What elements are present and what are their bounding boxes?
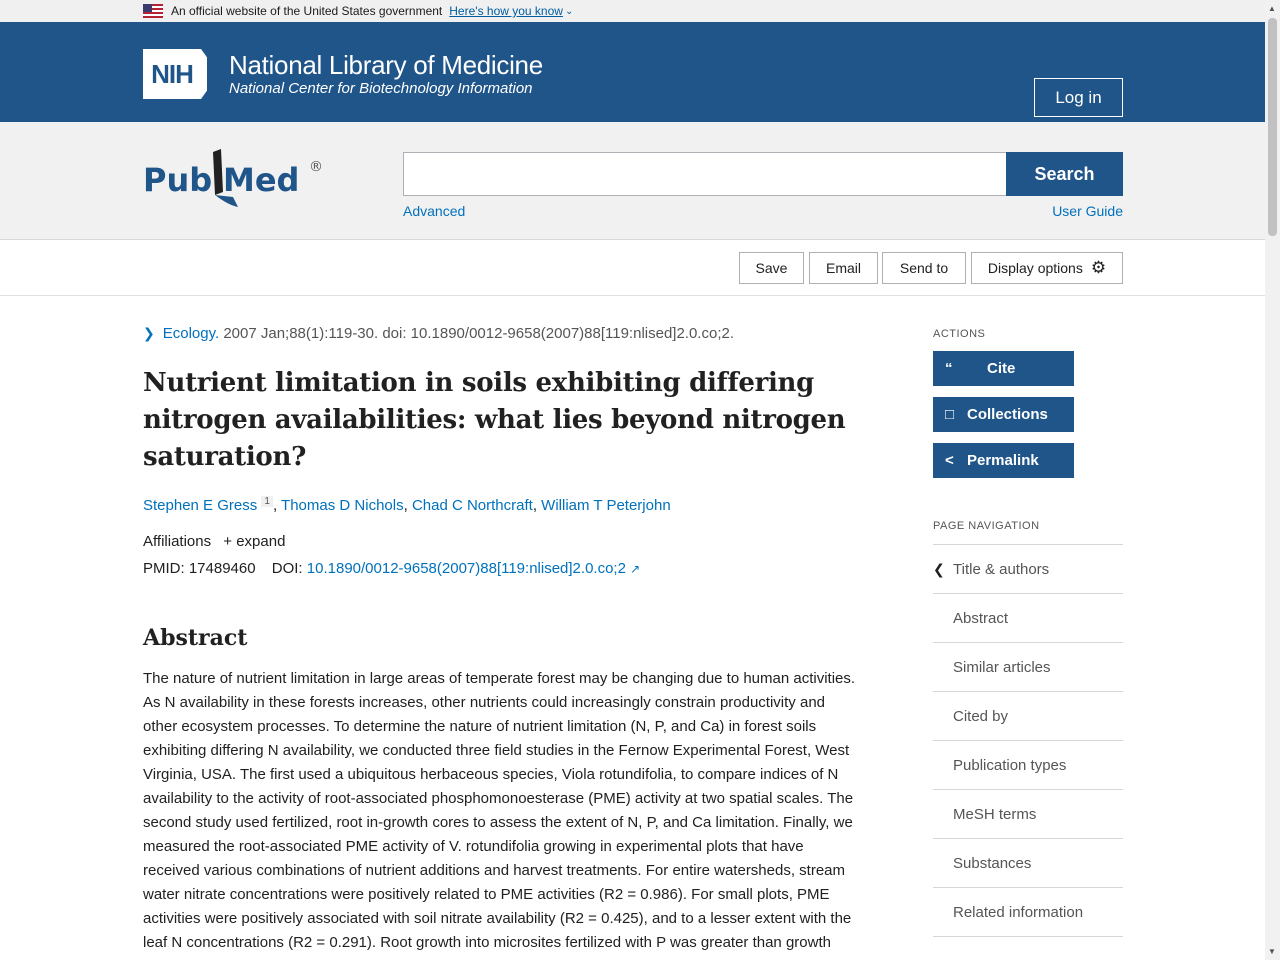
permalink-button[interactable]	[933, 443, 1074, 478]
article-ids	[143, 557, 863, 581]
share-icon: <	[945, 452, 954, 469]
cite-button[interactable]	[933, 351, 1074, 386]
search-area	[0, 122, 1280, 240]
article-citation	[143, 320, 863, 347]
nav-item-abstract[interactable]	[933, 594, 1123, 643]
nav-item-label: MeSH terms	[953, 805, 1037, 823]
author-link[interactable]: William T Peterjohn	[541, 497, 671, 514]
external-link-icon: ↗	[630, 562, 641, 576]
pmid-label: PMID:	[143, 560, 185, 577]
nav-item-label: Cited by	[953, 707, 1009, 725]
heres-how-you-know-link[interactable]: Here's how you know	[449, 4, 563, 18]
nav-item-label: Abstract	[953, 609, 1009, 627]
advanced-search-link[interactable]: Advanced	[403, 203, 466, 219]
article-title: Nutrient limitation in soils exhibiting differing nitrogen availabilities: what lies beyond nitrogen saturation?	[143, 368, 846, 472]
affiliations-label: Affiliations	[143, 533, 212, 550]
gov-banner	[0, 0, 1280, 22]
affiliation-ref[interactable]: 1	[261, 496, 273, 507]
nih-badge-text: NIH	[143, 49, 201, 99]
actions-heading: ACTIONS	[933, 328, 986, 340]
nav-item-label: Similar articles	[953, 658, 1051, 676]
page-scrollbar[interactable]	[1265, 0, 1280, 960]
article-toolbar	[0, 240, 1280, 296]
scroll-thumb[interactable]	[1268, 18, 1277, 236]
cite-label: Cite	[987, 360, 1016, 377]
nlm-title: National Library of Medicine	[229, 50, 543, 80]
registered-mark: ®	[309, 159, 323, 175]
page-navigation-list	[933, 544, 1123, 937]
email-button[interactable]: Email	[809, 252, 878, 284]
us-flag-icon	[143, 4, 163, 18]
nav-item-substances[interactable]	[933, 839, 1123, 888]
nlm-logo[interactable]	[143, 49, 543, 99]
expand-affiliations-button[interactable]	[223, 533, 285, 550]
nav-item-similar-articles[interactable]	[933, 643, 1123, 692]
pmid-value: 17489460	[188, 560, 256, 577]
scroll-down-arrow-icon[interactable]: ▼	[1268, 947, 1276, 956]
display-options-label: Display options	[987, 260, 1083, 276]
citation-details: 2007 Jan;88(1):119-30. doi: 10.1890/0012-9658(2007)88[119:nlised]2.0.co;2.	[223, 325, 734, 342]
author-link[interactable]: Chad C Northcraft	[411, 497, 533, 514]
doi-label: DOI:	[271, 560, 303, 577]
journal-link[interactable]: Ecology.	[162, 325, 220, 342]
nav-item-cited-by[interactable]	[933, 692, 1123, 741]
page-navigation-heading: PAGE NAVIGATION	[933, 520, 1040, 532]
expand-label: expand	[236, 533, 286, 550]
nav-item-mesh-terms[interactable]	[933, 790, 1123, 839]
save-button[interactable]: Save	[739, 252, 804, 284]
sidebar	[933, 320, 1123, 937]
chevron-right-icon[interactable]: ❯	[143, 325, 155, 341]
nav-item-label: Publication types	[953, 756, 1067, 774]
plus-icon: +	[223, 533, 233, 550]
author-link[interactable]: Thomas D Nichols	[281, 497, 404, 514]
scroll-up-arrow-icon[interactable]: ▲	[1268, 4, 1276, 13]
gear-icon: ⚙	[1090, 258, 1107, 277]
nav-item-label: Title & authors	[953, 560, 1050, 578]
abstract-heading: Abstract	[143, 625, 248, 651]
nav-item-label: Substances	[953, 854, 1032, 872]
chevron-down-icon: ⌄	[564, 5, 574, 17]
pubmed-logo-pub: Pub	[143, 161, 213, 199]
permalink-label: Permalink	[967, 452, 1039, 469]
author-list: Stephen E Gress $^1$ , Thomas D Nichols, Chad C Northcraft, William T Peterjohn	[143, 496, 671, 514]
bookmark-icon: □	[945, 406, 955, 423]
search-button[interactable]: Search	[1006, 152, 1123, 196]
user-guide-link[interactable]: User Guide	[1052, 203, 1123, 219]
collections-button[interactable]	[933, 397, 1074, 432]
collections-label: Collections	[967, 406, 1048, 423]
display-options-button[interactable]	[971, 252, 1123, 284]
ncbi-subtitle: National Center for Biotechnology Information	[229, 80, 533, 97]
doi-link[interactable]: 10.1890/0012-9658(2007)88[119:nlised]2.0.co;2	[306, 560, 626, 577]
author-link[interactable]: Stephen E Gress	[143, 497, 258, 514]
nav-item-title-authors[interactable]	[933, 545, 1123, 594]
send-to-button[interactable]: Send to	[882, 252, 966, 284]
pubmed-logo-med: Med	[223, 161, 300, 199]
search-input[interactable]	[403, 152, 1007, 196]
nih-header	[0, 22, 1280, 122]
login-button[interactable]: Log in	[1034, 78, 1123, 117]
nav-item-label: Related information	[953, 903, 1084, 921]
quote-icon: “	[945, 360, 953, 377]
abstract-text: The nature of nutrient limitation in large areas of temperate forest may be changing due to human activities. As N availability in these forests increases, other nutrients could increasingly constrain productivity and other ecosystem processes. To determine the nature of nutrient limitation (N, P, and Ca) in forest soils exhibiting differing N availability, we conducted three field studies in the Fernow Experimental Forest, West Virginia, USA. The first used a ubiquitous herbaceous species, Viola rotundifolia, to compare indices of N availability to the activity of root-associated phosphomonoesterase (PME) activity at two spatial scales. The second study used fertilized, root in-growth cores to assess the extent of N, P, and Ca limitation. Finally, we measured the root-associated PME activity of V. rotundifolia growing in experimental plots that have received various combinations of nutrient additions and harvest treatments. For entire watersheds, stream water nitrate concentrations were positively related to PME activities (R2 = 0.986). For small plots, PME activities were positively associated with soil nitrate availability (R2 = 0.425), and to a lesser extent with the leaf N concentrations (R2 = 0.291). Root growth into microsites fertilized with P was greater than growth	[143, 670, 856, 951]
chevron-left-icon: ❮	[933, 560, 945, 577]
nih-badge-icon	[143, 49, 219, 99]
affiliations-row	[143, 530, 863, 554]
gov-banner-text: An official website of the United States government	[171, 4, 443, 18]
nav-item-publication-types[interactable]	[933, 741, 1123, 790]
article-main	[143, 320, 863, 955]
pubmed-logo[interactable]	[143, 147, 328, 209]
nav-item-related-information[interactable]	[933, 888, 1123, 937]
